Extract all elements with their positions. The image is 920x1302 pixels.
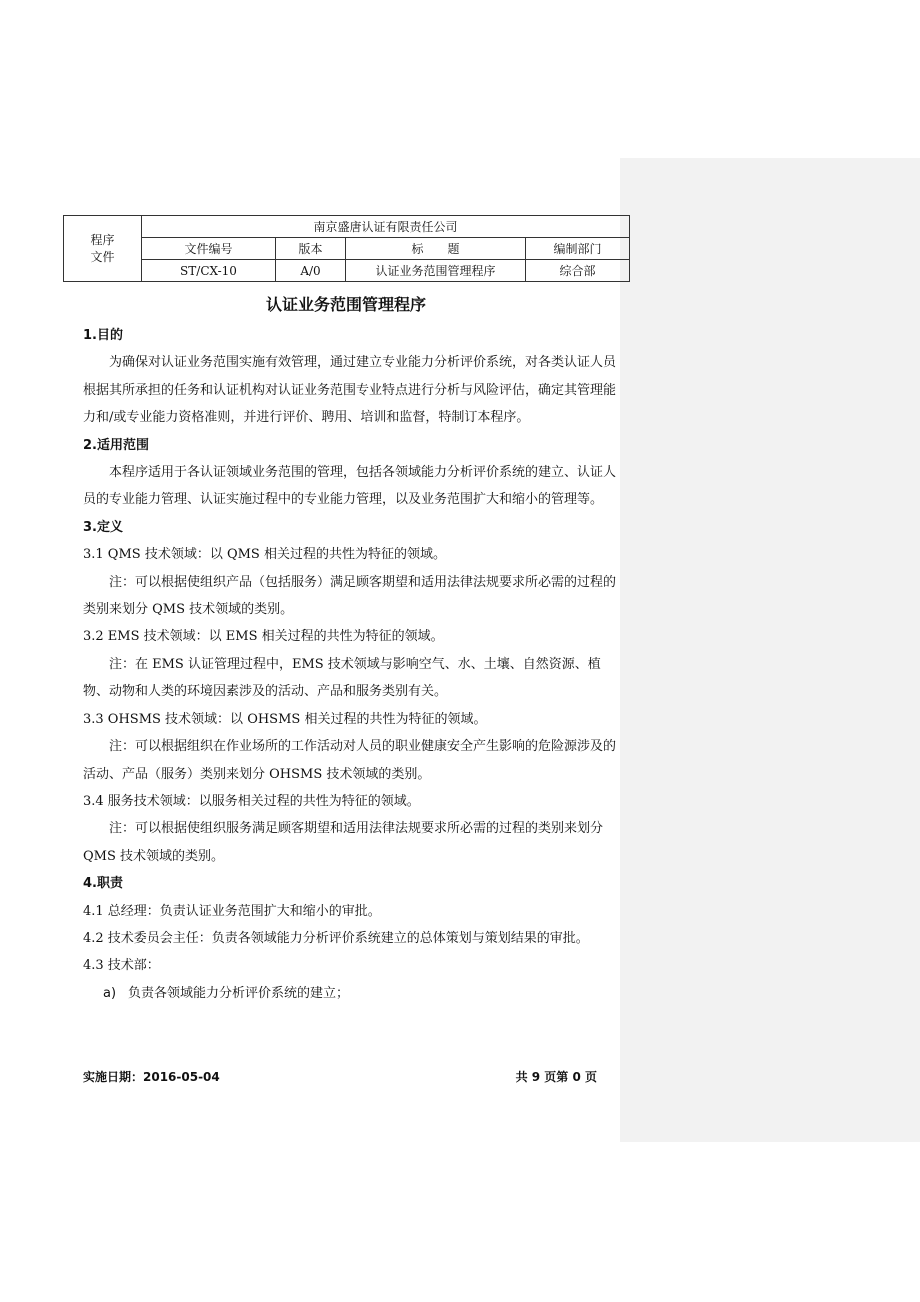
definition-ohsms: 3.3 OHSMS 技术领域：以 OHSMS 相关过程的共性为特征的领域。	[83, 711, 487, 727]
note-ohsms: 注：可以根据组织在作业场所的工作活动对人员的职业健康安全产生影响的危险源涉及的活动、产品（服务）类别来划分 OHSMS 技术领域的类别。	[83, 739, 617, 782]
doc-type-label: 程序 文件	[90, 232, 115, 264]
responsibility-tech-committee: 4.2 技术委员会主任：负责各领域能力分析评价系统建立的总体策划与策划结果的审批。	[83, 930, 589, 946]
section-body-purpose: 为确保对认证业务范围实施有效管理，通过建立专业能力分析评价系统，对各类认证人员根据其所承担的任务和认证机构对认证业务范围专业特点进行分析与风险评估，确定其管理能力和/或专业能力资格准则，并进行评价、聘用、培训和监督，特制订本程序。	[83, 355, 617, 426]
company-name: 南京盛唐认证有限责任公司	[142, 216, 630, 238]
doc-type-cell	[64, 216, 142, 282]
comment-pane	[620, 158, 920, 1142]
col-title: 标 题	[346, 238, 526, 260]
list-item	[83, 980, 616, 1007]
definition-ems: 3.2 EMS 技术领域：以 EMS 相关过程的共性为特征的领域。	[83, 629, 444, 645]
page-footer	[83, 1068, 597, 1085]
responsibility-general-manager: 4.1 总经理：负责认证业务范围扩大和缩小的审批。	[83, 903, 381, 919]
department-value: 综合部	[526, 260, 630, 282]
section-heading-scope: 2.适用范围	[83, 437, 149, 453]
file-number-value: ST/CX-10	[142, 260, 276, 282]
note-qms: 注：可以根据使组织产品（包括服务）满足顾客期望和适用法律法规要求所必需的过程的类别来划分 QMS 技术领域的类别。	[83, 574, 617, 618]
list-item-text: 负责各领域能力分析评价系统的建立；	[128, 985, 350, 1001]
note-ems: 注：在 EMS 认证管理过程中，EMS 技术领域与影响空气、水、土壤、自然资源、植物、动物和人类的环境因素涉及的活动、产品和服务类别有关。	[83, 656, 601, 700]
col-version: 版本	[276, 238, 346, 260]
responsibility-tech-dept: 4.3 技术部：	[83, 958, 160, 974]
col-department: 编制部门	[526, 238, 630, 260]
list-item-marker: a)	[103, 985, 117, 1001]
version-value: A/0	[276, 260, 346, 282]
section-heading-purpose: 1.目的	[83, 328, 123, 343]
document-header-table	[63, 215, 630, 282]
effective-date: 实施日期：2016-05-04	[83, 1070, 220, 1084]
document-body	[83, 322, 616, 1007]
section-heading-responsibilities: 4.职责	[83, 876, 123, 892]
title-value: 认证业务范围管理程序	[346, 260, 526, 282]
page-count: 共 9 页第 0 页	[515, 1070, 597, 1084]
note-service: 注：可以根据使组织服务满足顾客期望和适用法律法规要求所必需的过程的类别来划分 QMS 技术领域的类别。	[83, 821, 604, 864]
document-title: 认证业务范围管理程序	[265, 295, 426, 314]
definition-qms: 3.1 QMS 技术领域：以 QMS 相关过程的共性为特征的领域。	[83, 547, 446, 563]
section-body-scope: 本程序适用于各认证领域业务范围的管理，包括各领域能力分析评价系统的建立、认证人员的专业能力管理、认证实施过程中的专业能力管理，以及业务范围扩大和缩小的管理等。	[83, 465, 617, 508]
col-file-number: 文件编号	[142, 238, 276, 260]
definition-service: 3.4 服务技术领域：以服务相关过程的共性为特征的领域。	[83, 793, 420, 809]
section-heading-definitions: 3.定义	[83, 519, 123, 535]
